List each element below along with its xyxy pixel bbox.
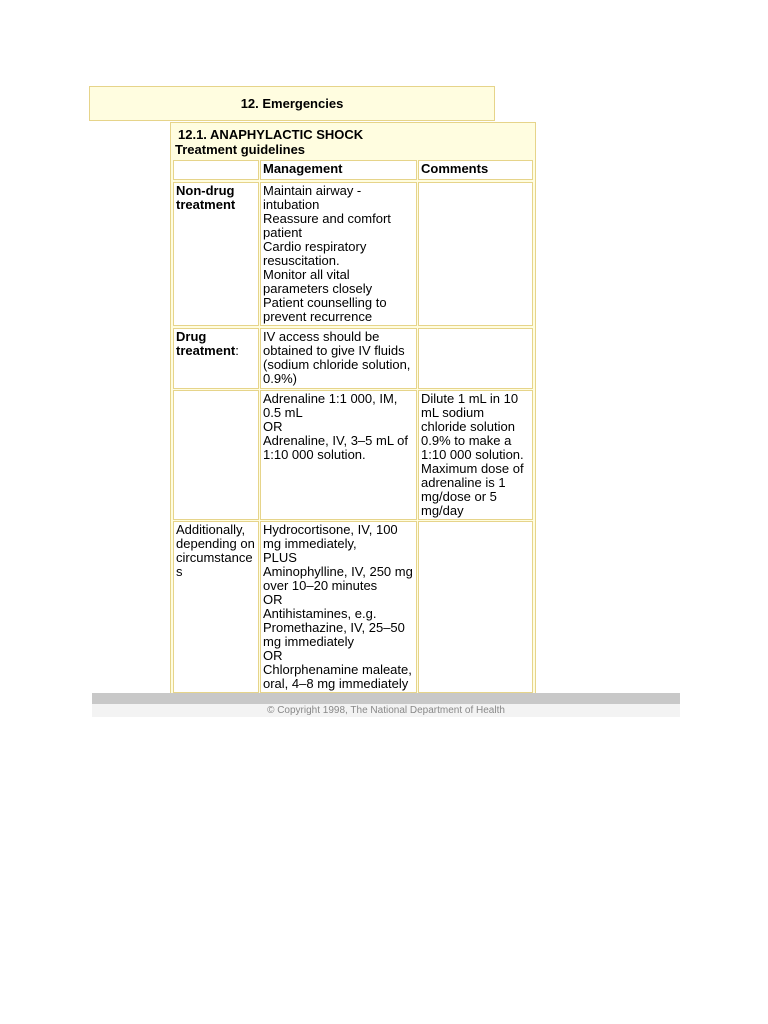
subsection-subtitle: Treatment guidelines <box>175 142 306 157</box>
row-comments-adrenaline: Dilute 1 mL in 10 mL sodium chloride solution 0.9% to make a 1:10 000 solution. Maximum dose of adrenaline is 1 mg/dose or 5 mg/day <box>418 390 533 520</box>
table-heading <box>175 127 363 157</box>
treatment-table-container <box>170 122 536 694</box>
table-header-management: Management <box>260 160 417 180</box>
row-management-adrenaline: Adrenaline 1:1 000, IM, 0.5 mL OR Adrenaline, IV, 3–5 mL of 1:10 000 solution. <box>260 390 417 520</box>
footer-divider <box>92 693 680 704</box>
row-label-additional: Additionally, depending on circumstance s <box>173 521 259 693</box>
subsection-title: 12.1. ANAPHYLACTIC SHOCK <box>178 127 364 142</box>
row-label-drug <box>173 328 259 389</box>
row-label-drug-suffix: : <box>235 343 239 358</box>
row-comments-additional <box>418 521 533 693</box>
row-management-additional: Hydrocortisone, IV, 100 mg immediately, PLUS Aminophylline, IV, 250 mg over 10–20 minutes OR Antihistamines, e.g. Promethazine, IV, 25–50 mg immediately OR Chlorphenamine maleate, oral, 4–8 mg immediately <box>260 521 417 693</box>
row-comments-drug <box>418 328 533 389</box>
row-label-adrenaline <box>173 390 259 520</box>
copyright-text: © Copyright 1998, The National Department of Health <box>267 705 505 716</box>
section-title: 12. Emergencies <box>240 96 344 111</box>
row-label-non-drug: Non-drug treatment <box>173 182 259 326</box>
row-label-drug-bold: Drug treatment <box>176 329 236 358</box>
row-comments-non-drug <box>418 182 533 326</box>
footer <box>92 704 680 717</box>
table-header-empty <box>173 160 259 180</box>
row-management-non-drug: Maintain airway - intubation Reassure and comfort patient Cardio respiratory resuscitation. Monitor all vital parameters closely Patient counselling to prevent recurrence <box>260 182 417 326</box>
row-management-drug: IV access should be obtained to give IV fluids (sodium chloride solution, 0.9%) <box>260 328 417 389</box>
section-title-box <box>89 86 495 121</box>
table-header-comments: Comments <box>418 160 533 180</box>
